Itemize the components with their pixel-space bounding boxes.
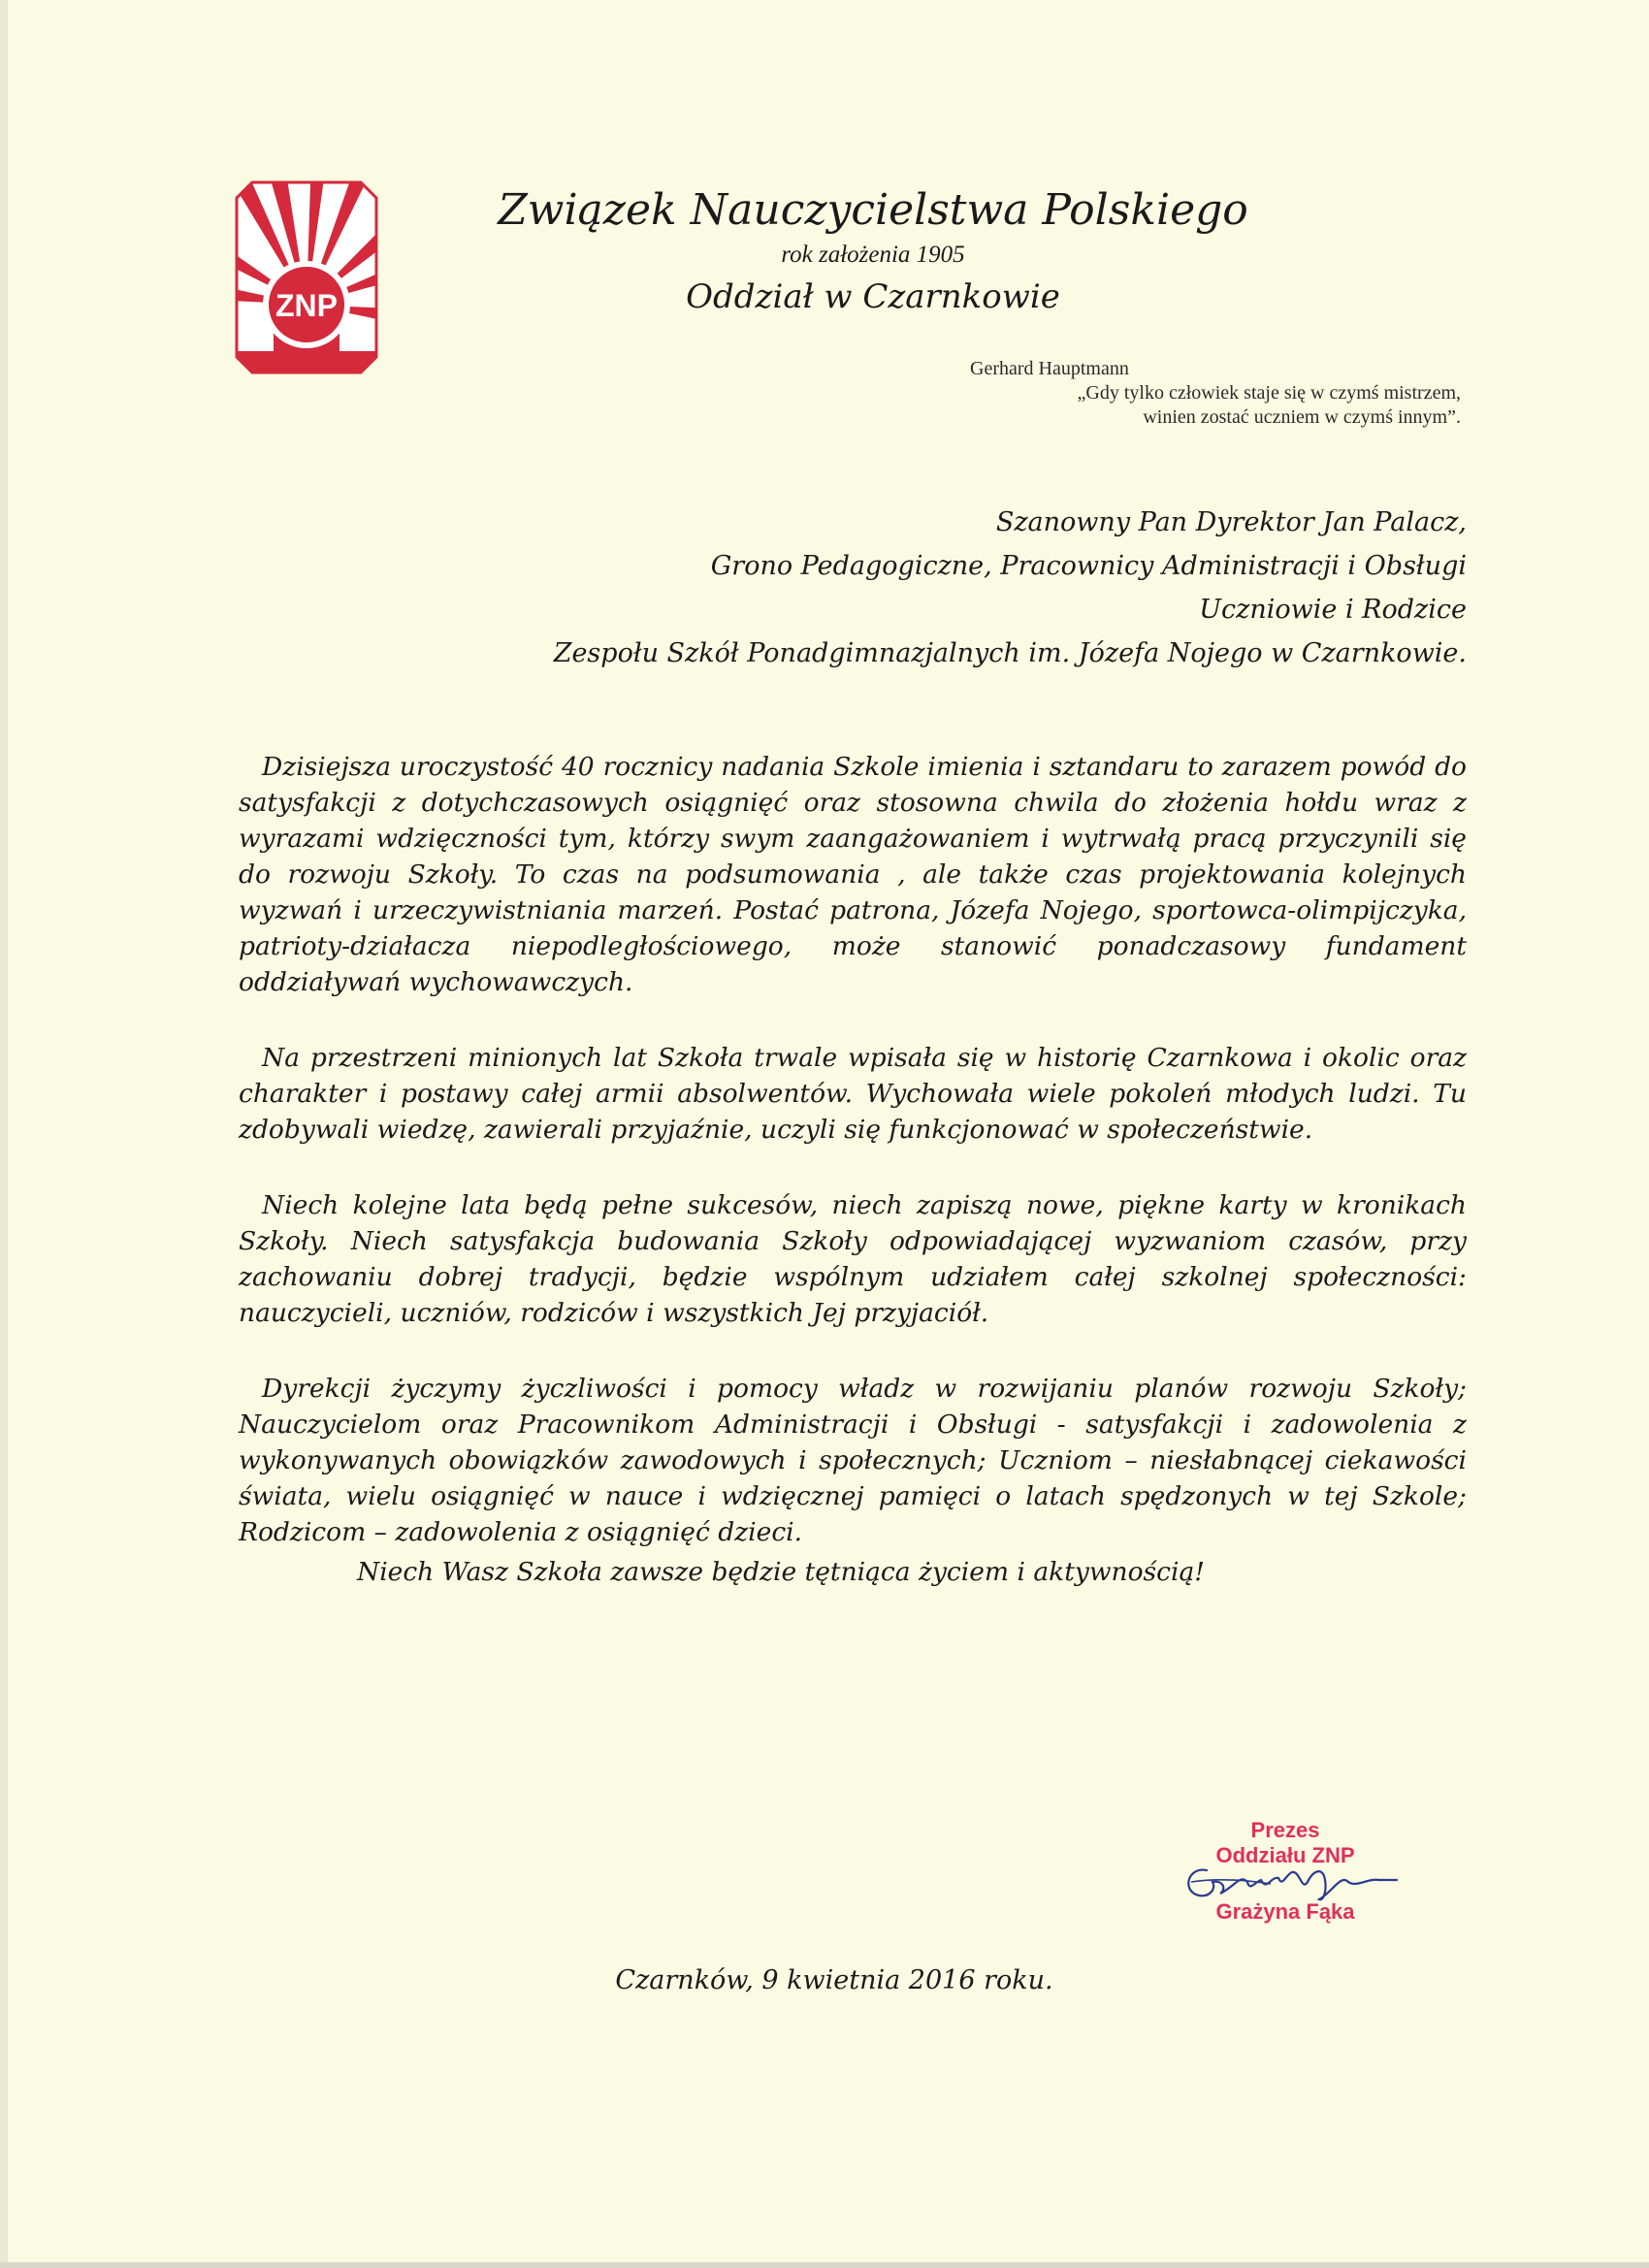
page-edge — [0, 0, 8, 2268]
addressee-line: Uczniowie i Rodzice — [1199, 595, 1467, 625]
body-paragraph: Niech kolejne lata będą pełne sukcesów, niech zapiszą nowe, piękne karty w kronikach Szkoły. Niech satysfakcja budowania Szkoły odpowiadającej wyzwaniom czasów, przy zachowaniu dobrej tradycji, będzie wspólnym udziałem całej szkolnej społeczności: nauczycieli, uczniów, rodziców i wszystkich Jej przyjaciół. — [239, 1190, 1467, 1328]
place-and-date: Czarnków, 9 kwietnia 2016 roku. — [615, 1965, 1053, 1995]
addressee-line: Grono Pedagogiczne, Pracownicy Administracji i Obsługi — [710, 551, 1467, 581]
addressee-line: Szanowny Pan Dyrektor Jan Palacz, — [995, 507, 1467, 537]
quote-line: winien zostać uczniem w czymś innym”. — [1143, 406, 1461, 428]
znp-logo — [235, 180, 378, 374]
body-paragraph: Dzisiejsza uroczystość 40 rocznicy nadania Szkole imienia i sztandaru to zarazem powód do satysfakcji z dotychczasowych osiągnięć oraz stosowna chwila do złożenia hołdu wraz z wyrazami wdzięczności tym, którzy swym zaangażowaniem i wytrwałą pracą przyczynili się do rozwoju Szkoły. To czas na podsumowania , ale także czas projektowania kolejnych wyzwań i urzeczywistniania marzeń. Postać patrona, Józefa Nojego, sportowca-olimpijczyka, patrioty-działacza niepodległościowego, może stanowić ponadczasowy fundament oddziaływań wychowawczych. — [239, 752, 1467, 997]
quote-line: „Gdy tylko człowiek staje się w czymś mistrzem, — [1077, 382, 1461, 404]
epigraph-quote — [970, 357, 1461, 430]
stamp-title: Oddziału ZNP — [1215, 1843, 1355, 1867]
signature-stamp — [1145, 1818, 1426, 1934]
body-paragraph: Dyrekcji życzymy życzliwości i pomocy władz w rozwijaniu planów rozwoju Szkoły; Nauczycielom oraz Pracownikom Administracji i Obsługi - satysfakcji i zadowolenia z wykonywanych obowiązków zawodowych i społecznych; Uczniom – niesłabnącej ciekawości świata, wielu osiągnięć w nauce i wdzięcznej pamięci o latach spędzonych w tej Szkole; Rodzicom – zadowolenia z osiągnięć dzieci. — [239, 1374, 1467, 1547]
addressee-block — [446, 501, 1467, 675]
letter-body — [239, 749, 1467, 1630]
addressee-line: Zespołu Szkół Ponadgimnazjalnych im. Józefa Nojego w Czarnkowie. — [553, 638, 1467, 668]
letterhead — [427, 182, 1319, 318]
page-bottom-edge — [0, 2262, 1649, 2268]
branch-name: Oddział w Czarnkowie — [686, 277, 1060, 316]
stamp-title: Prezes — [1250, 1818, 1320, 1842]
quote-author: Gerhard Hauptmann — [970, 358, 1129, 379]
logo-text: ZNP — [275, 288, 338, 323]
body-paragraph: Na przestrzeni minionych lat Szkoła trwale wpisała się w historię Czarnkowa i okolic oraz charakter i postawy całej armii absolwentów. Wychowała wiele pokoleń młodych ludzi. Tu zdobywali wiedzę, zawierali przyjaźnie, uczyli się funkcjonować w społeczeństwie. — [239, 1043, 1467, 1145]
signer-name: Grażyna Fąka — [1215, 1899, 1355, 1924]
closing-wish: Niech Wasz Szkoła zawsze będzie tętniąca życiem i aktywnością! — [357, 1557, 1205, 1587]
org-name: Związek Nauczycielstwa Polskiego — [498, 185, 1248, 235]
founded-year: rok założenia 1905 — [781, 242, 965, 268]
